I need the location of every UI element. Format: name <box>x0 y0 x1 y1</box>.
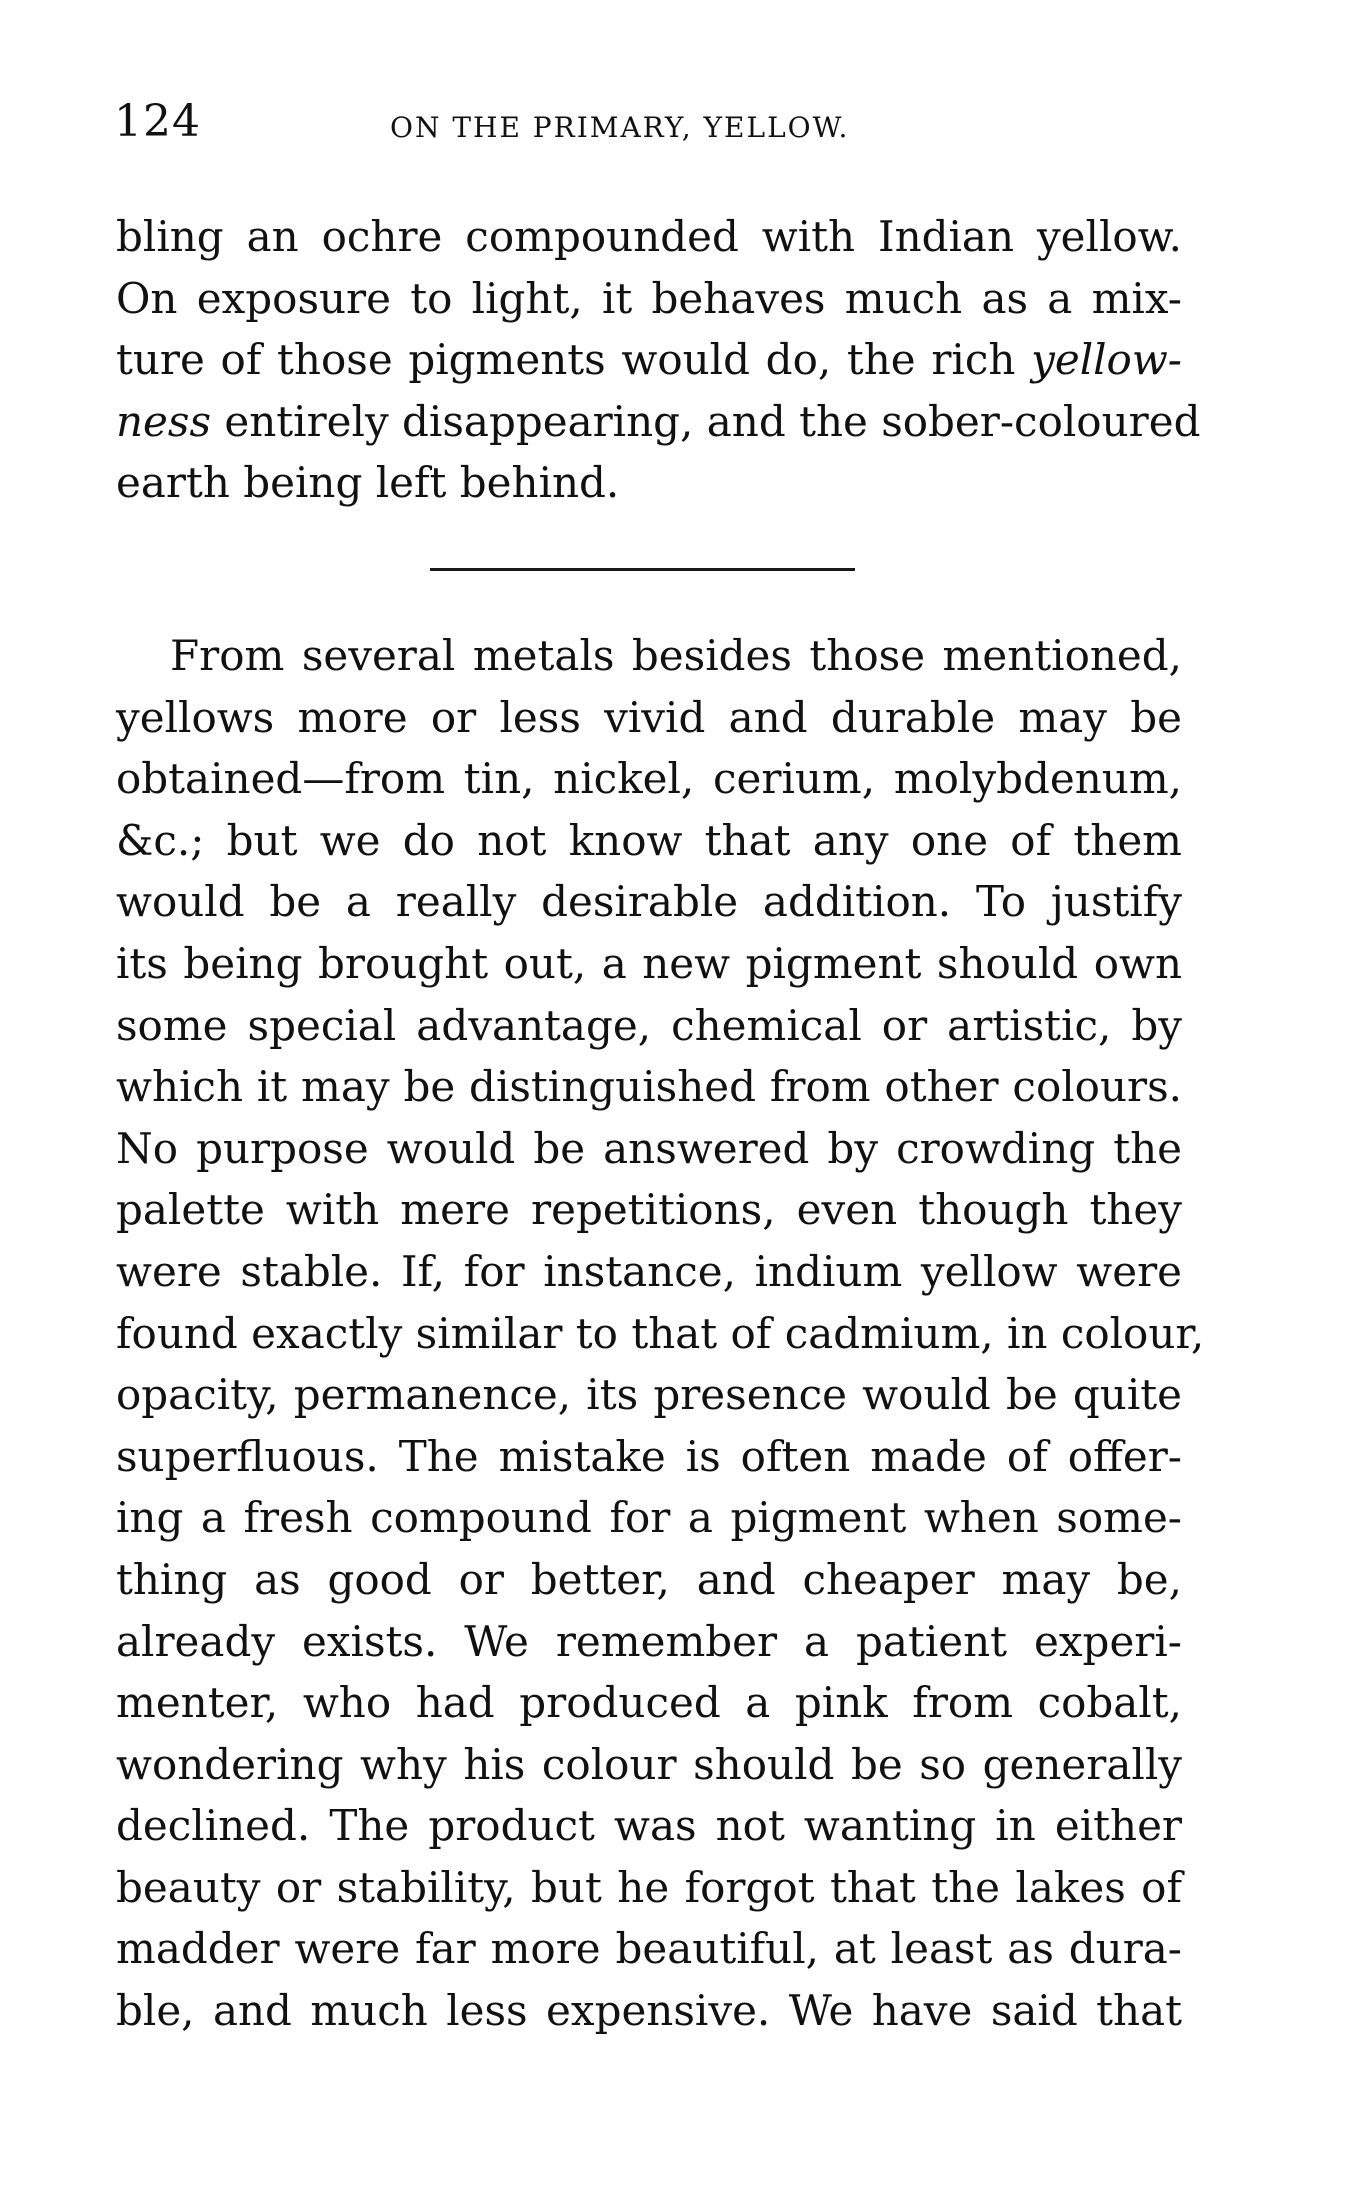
text-line: earth being left behind. <box>116 458 620 508</box>
text-line: wondering why his colour should be so generally <box>116 1739 1182 1789</box>
text-line: which it may be distinguished from other colours. <box>116 1062 1182 1112</box>
text-line: beauty or stability, but he forgot that the lakes of <box>116 1862 1182 1912</box>
text-line: were stable. If, for instance, indium yellow were <box>116 1246 1182 1296</box>
text-line: palette with mere repetitions, even though they <box>116 1185 1182 1235</box>
text-line: From several metals besides those mentioned, <box>170 631 1182 680</box>
text-line: superfluous. The mistake is often made of offer- <box>116 1431 1182 1481</box>
paragraph-2 <box>116 625 1205 2042</box>
text-run: ture of those pigments would do, the rich <box>116 335 1032 385</box>
paragraph-1 <box>116 206 1201 514</box>
italic-word: yellow- <box>1031 335 1182 385</box>
text-line: would be a really desirable addition. To justify <box>116 877 1182 927</box>
text-line <box>116 329 1182 391</box>
text-line: thing as good or better, and cheaper may be, <box>116 1554 1182 1604</box>
text-line: On exposure to light, it behaves much as a mix- <box>116 273 1182 323</box>
section-divider-rule <box>430 568 855 571</box>
page-number: 124 <box>114 96 201 147</box>
text-line: ing a fresh compound for a pigment when some- <box>116 1493 1182 1543</box>
text-line: madder were far more beautiful, at least as dura- <box>116 1924 1182 1974</box>
text-run: entirely disappearing, and the sober-coloured <box>211 396 1201 446</box>
text-line: some special advantage, chemical or artistic, by <box>116 1000 1182 1050</box>
text-line: opacity, permanence, its presence would be quite <box>116 1370 1182 1420</box>
text-line: menter, who had produced a pink from cobalt, <box>116 1678 1182 1728</box>
text-line: bling an ochre compounded with Indian yellow. <box>116 212 1182 261</box>
text-line: found exactly similar to that of cadmium, in colour, <box>116 1308 1205 1358</box>
text-line: declined. The product was not wanting in either <box>116 1801 1182 1851</box>
running-header-title: ON THE PRIMARY, YELLOW. <box>390 111 850 144</box>
text-line: already exists. We remember a patient experi- <box>116 1616 1182 1666</box>
text-line: &c.; but we do not know that any one of them <box>116 815 1182 865</box>
text-line <box>116 391 1201 453</box>
italic-word: ness <box>116 396 212 446</box>
text-line: its being brought out, a new pigment should own <box>116 938 1182 988</box>
text-line: obtained—from tin, nickel, cerium, molybdenum, <box>116 754 1182 804</box>
text-line: ble, and much less expensive. We have said that <box>116 1986 1182 2036</box>
text-line: yellows more or less vivid and durable may be <box>116 692 1182 742</box>
text-line: No purpose would be answered by crowding the <box>116 1123 1182 1173</box>
